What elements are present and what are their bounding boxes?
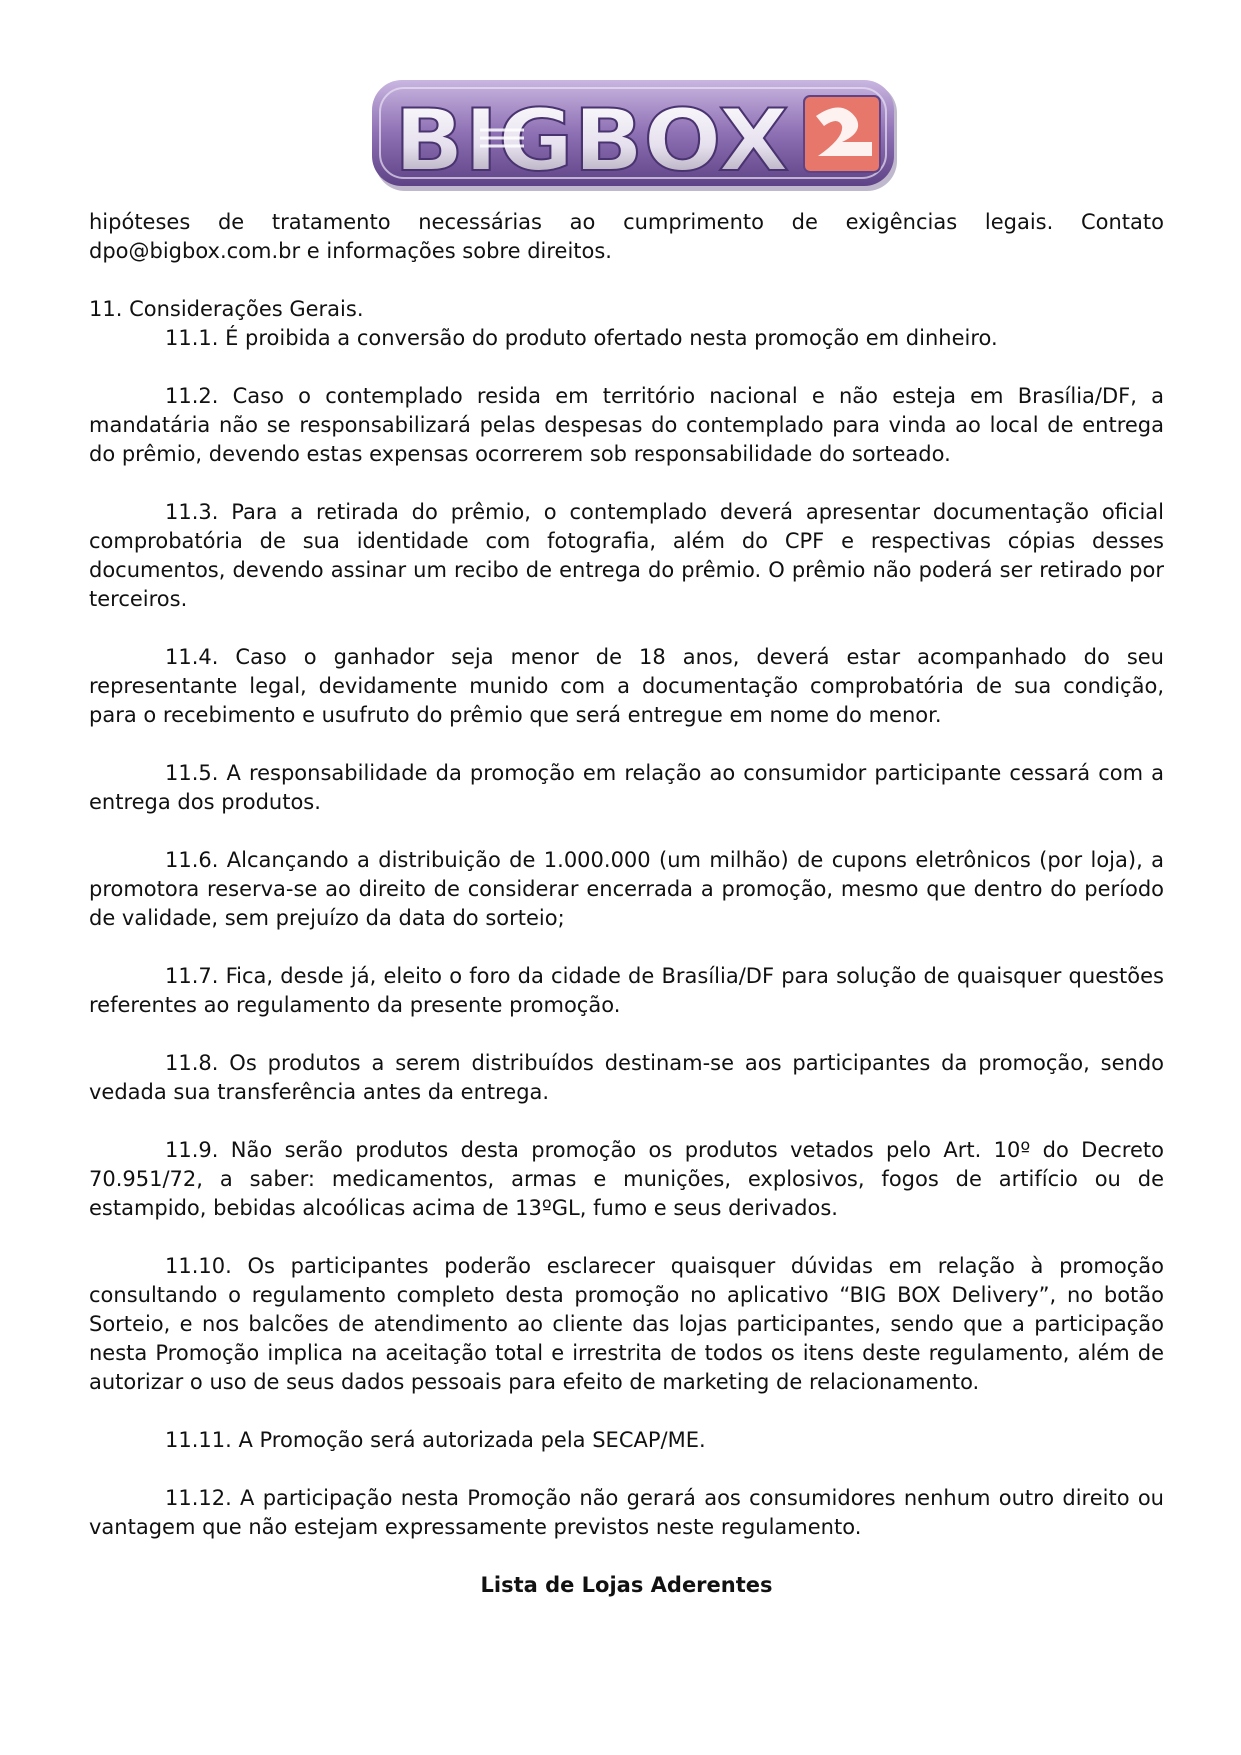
clause-11-5: 11.5. A responsabilidade da promoção em relação ao consumidor participante cessará com a entrega dos produtos. (89, 761, 1164, 814)
clause-11-10: 11.10. Os participantes poderão esclarecer quaisquer dúvidas em relação à promoção consultando o regulamento completo desta promoção no aplicativo “BIG BOX Delivery”, no botão Sorteio, e nos balcões de atendimento ao cliente das lojas participantes, sendo que a participação nesta Promoção implica na aceitação total e irrestrita de todos os itens deste regulamento, além de autorizar o uso de seus dados pessoais para efeito de marketing de relacionamento. (89, 1254, 1164, 1394)
big-box-logo (372, 78, 902, 196)
store-list-heading: Lista de Lojas Aderentes (480, 1573, 773, 1597)
svg-text:BIGBOX: BIGBOX (394, 91, 789, 191)
document-body (89, 208, 1164, 1600)
clause-11-9: 11.9. Não serão produtos desta promoção os produtos vetados pelo Art. 10º do Decreto 70.951/72, a saber: medicamentos, armas e munições, explosivos, fogos de artifício ou de estampido, bebidas alcoólicas acima de 13ºGL, fumo e seus derivados. (89, 1138, 1164, 1220)
clause-11-1: 11.1. É proibida a conversão do produto ofertado nesta promoção em dinheiro. (165, 326, 998, 350)
clause-11-7: 11.7. Fica, desde já, eleito o foro da cidade de Brasília/DF para solução de quaisquer questões referentes ao regulamento da presente promoção. (89, 964, 1164, 1017)
clause-11-11: 11.11. A Promoção será autorizada pela SECAP/ME. (165, 1428, 706, 1452)
clause-11-3: 11.3. Para a retirada do prêmio, o contemplado deverá apresentar documentação oficial comprobatória de sua identidade com fotografia, além do CPF e respectivas cópias desses documentos, devendo assinar um recibo de entrega do prêmio. O prêmio não poderá ser retirado por terceiros. (89, 500, 1164, 611)
clause-11-12: 11.12. A participação nesta Promoção não gerará aos consumidores nenhum outro direito ou vantagem que não estejam expressamente previstos neste regulamento. (89, 1486, 1164, 1539)
clause-11-6: 11.6. Alcançando a distribuição de 1.000.000 (um milhão) de cupons eletrônicos (por loja), a promotora reserva-se ao direito de considerar encerrada a promoção, mesmo que dentro do período de validade, sem prejuízo da data do sorteio; (89, 848, 1164, 930)
clause-11-8: 11.8. Os produtos a serem distribuídos destinam-se aos participantes da promoção, sendo vedada sua transferência antes da entrega. (89, 1051, 1164, 1104)
clause-11-4: 11.4. Caso o ganhador seja menor de 18 anos, deverá estar acompanhado do seu representante legal, devidamente munido com a documentação comprobatória de sua condição, para o recebimento e usufruto do prêmio que será entregue em nome do menor. (89, 645, 1164, 727)
section-title: 11. Considerações Gerais. (89, 297, 364, 321)
intro-paragraph: hipóteses de tratamento necessárias ao cumprimento de exigências legais. Contato dpo@bigbox.com.br e informações sobre direitos. (89, 210, 1164, 263)
clause-11-2: 11.2. Caso o contemplado resida em território nacional e não esteja em Brasília/DF, a mandatária não se responsabilizará pelas despesas do contemplado para vinda ao local de entrega do prêmio, devendo estas expensas ocorrerem sob responsabilidade do sorteado. (89, 384, 1164, 466)
